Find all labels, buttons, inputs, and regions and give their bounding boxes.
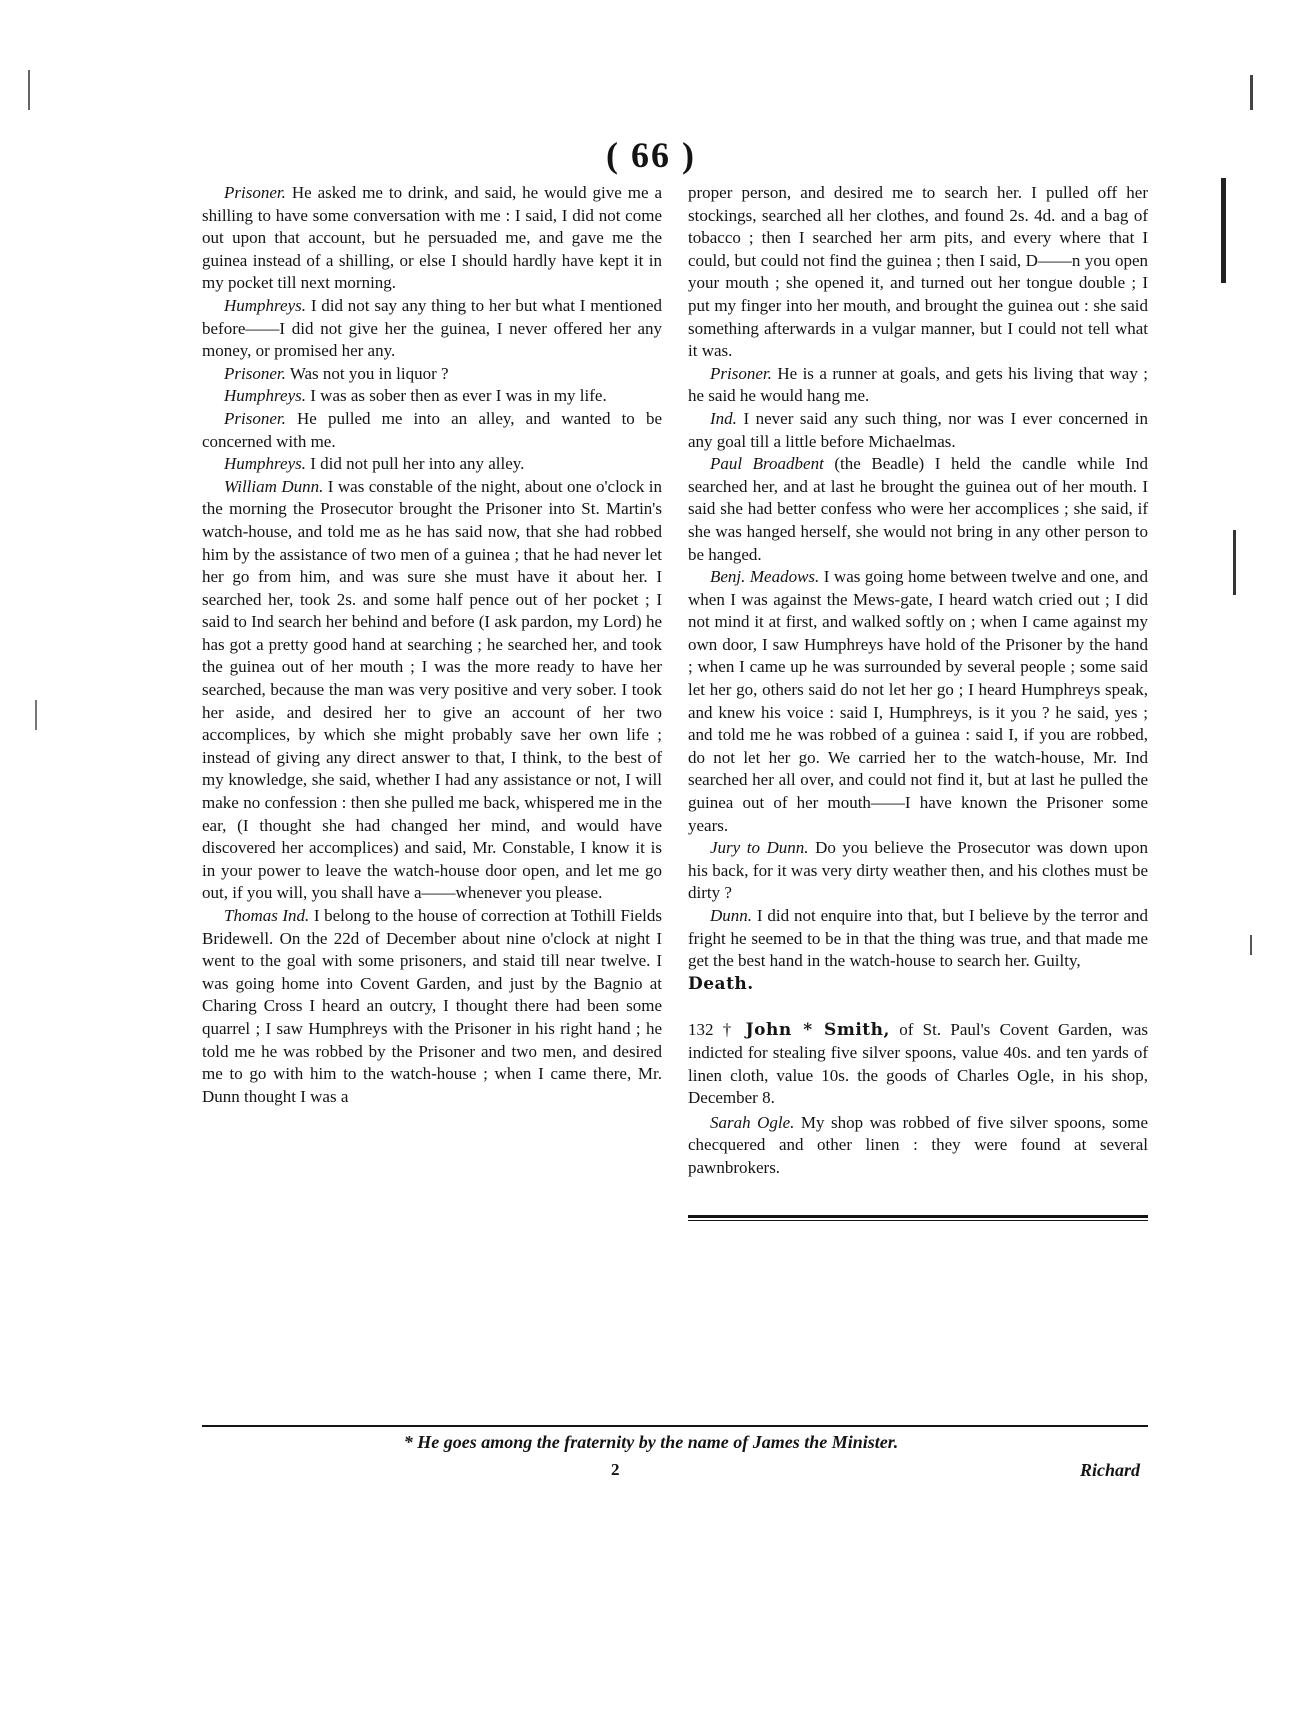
paragraph: Benj. Meadows. I was going home between twelve and one, and when I was against the Mews-gate, I heard watch cried out ; I did not mind it at first, and walked softly on ; when I came against my own door, I saw Humphreys have hold of the Prisoner by the hand ; when I came up he was surrounded by several people ; some said let her go, others said do not let her go ; I heard Humphreys speak, and knew his voice : said I, Humphreys, is it you ? he said, yes ; and told me he was robbed of a guinea : said I, if you are robbed, do not let her go. We carried her to the watch-house, Mr. Ind searched her all over, and could not find it, but at last he pulled the guinea out of her mouth——I have known the Prisoner some years.: [688, 567, 1148, 835]
footnote: * He goes among the fraternity by the name of James the Minister.: [403, 1432, 899, 1452]
catchword: Richard: [1080, 1460, 1141, 1480]
margin-mark: [35, 700, 37, 730]
margin-mark: [1250, 935, 1252, 955]
paragraph: Prisoner. Was not you in liquor ?: [224, 363, 449, 383]
paragraph: Humphreys. I did not say any thing to her but what I mentioned before——I did not give her the guinea, I never offered her any money, or promised her any.: [202, 295, 663, 361]
footnote-rule: [202, 1425, 1148, 1427]
paragraph: William Dunn. I was constable of the night, about one o'clock in the morning the Prosecutor brought the Prisoner into St. Martin's watch-house, and told me as he has said now, that she had robbed him by the assistance of two men of a guinea ; that he had never let her go from him, and was sure she must have it about her. I searched her, took 2s. and some half pence out of her pocket ; I said to Ind search her behind and before (I ask pardon, my Lord) he has got a pretty good hand at searching ; he searched her, and took the guinea out of her mouth ; I was the more ready to have her searched, because the man was very positive and very sober. I took her aside, and desired her to give an account of her two accomplices, by which she might probably save her own life ; instead of giving any direct answer to that, I think, to the best of my knowledge, she said, whether I had any assistance or not, I will make no confession : then she pulled me back, whispered me in the ear, (I thought she had changed her mind, and would have discovered her accomplices) and said, Mr. Constable, I know it is in your power to leave the watch-house door open, and let me go out, if you will, you shall have a——whenever you please.: [202, 476, 663, 903]
section-divider: [688, 1215, 1148, 1218]
margin-mark: [1233, 530, 1236, 595]
paragraph: Dunn. I did not enquire into that, but I believe by the terror and fright he seemed to be in that the thing was true, and that made me get the best hand in the watch-house to search her. Guilty,: [688, 906, 1148, 971]
paragraph: Humphreys. I was as sober then as ever I was in my life.: [224, 386, 607, 406]
margin-mark: [28, 70, 30, 110]
paragraph: Humphreys. I did not pull her into any alley.: [224, 454, 525, 474]
trial-entry-132: 132 † John * Smith, of St. Paul's Covent Garden, was indicted for stealing five silver spoons, value 40s. and ten yards of linen cloth, value 10s. the goods of Charles Ogle, in his shop, December 8.: [688, 1020, 1149, 1108]
paragraph: Jury to Dunn. Do you believe the Prosecutor was down upon his back, for it was very dirty weather then, and his clothes must be dirty ?: [688, 838, 1148, 903]
paragraph: Prisoner. He is a runner at goals, and gets his living that way ; he said he would hang me.: [688, 363, 1149, 406]
page-number: ( 66 ): [606, 135, 696, 175]
margin-mark: [1221, 178, 1226, 283]
paragraph: Sarah Ogle. My shop was robbed of five silver spoons, some checquered and other linen : they were found at several pawnbrokers.: [688, 1112, 1148, 1177]
left-column: [202, 182, 662, 1108]
paragraph: Paul Broadbent (the Beadle) I held the candle while Ind searched her, and at last he brought the guinea out of her mouth. I said she had better confess who were her accomplices ; she said, if she was hanged herself, she would not bring in any other person to be hanged.: [688, 454, 1149, 564]
paragraph: Prisoner. He pulled me into an alley, and wanted to be concerned with me.: [202, 408, 663, 451]
verdict: Death.: [688, 973, 754, 994]
right-column: [688, 182, 1148, 1180]
paragraph: proper person, and desired me to search her. I pulled off her stockings, searched all her clothes, and found 2s. 4d. and a bag of tobacco ; then I searched her arm pits, and every where that I could, but could not find the guinea ; then I said, D——n you open your mouth ; she opened it, and turned out her tongue double ; I put my finger into her mouth, and brought the guinea out : she said something afterwards in a vulgar manner, but I could not tell what it was.: [688, 183, 1148, 361]
margin-mark: [1250, 75, 1253, 110]
paragraph: Ind. I never said any such thing, nor was I ever concerned in any goal till a little before Michaelmas.: [688, 408, 1149, 451]
section-divider-thin: [688, 1220, 1148, 1221]
signature-mark: 2: [611, 1460, 620, 1479]
paragraph: Thomas Ind. I belong to the house of correction at Tothill Fields Bridewell. On the 22d of December about nine o'clock at night I went to the goal with some prisoners, and staid till near twelve. I was going home into Covent Garden, and just by the Bagnio at Charing Cross I heard an outcry, I thought there had been some quarrel ; I saw Humphreys with the Prisoner in his right hand ; he told me he was robbed by the Prisoner and two men, and desired me to go with him to the watch-house ; when I came there, Mr. Dunn thought I was a: [202, 906, 663, 1106]
paragraph: Prisoner. He asked me to drink, and said, he would give me a shilling to have some conversation with me : I said, I did not come out upon that account, but he persuaded me, and gave me the guinea instead of a shilling, or else I should hardly have kept it in my pocket till next morning.: [202, 183, 663, 293]
